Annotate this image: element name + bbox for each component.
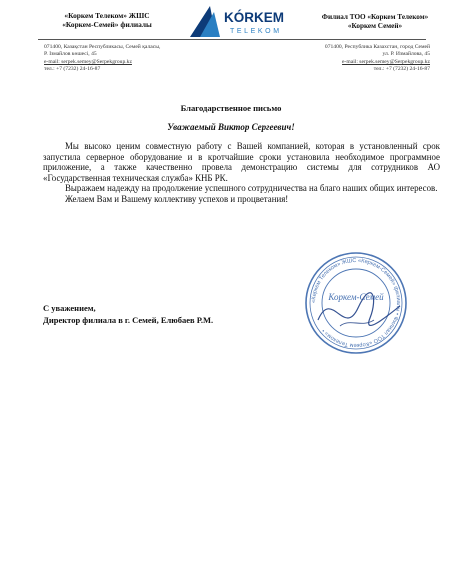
letter-title: Благодарственное письмо	[180, 103, 282, 113]
closing-regards: С уважением,	[43, 303, 96, 313]
header-left-line2: «Коркем-Семей» филиалы	[62, 20, 152, 29]
address-left-line1: 071400, Казақстан Республикасы, Семей қаласы,	[44, 44, 161, 50]
letter-paragraph-2: Выражаем надежду на продолжение успешного сотрудничества на благо наших общих интересов.	[65, 183, 438, 194]
header-left-line1: «Коркем Телеком» ЖШС	[64, 11, 150, 20]
address-left-email: e-mail: serpek.semey@Serpekgroup.kz	[44, 58, 132, 65]
address-left-line2: Р. Ізмайлов көшесі, 45	[44, 51, 97, 58]
address-right-email: e-mail: serpek.semey@Serpekgroup.kz	[342, 58, 430, 65]
stamp-ring-textpath: «Көркем Телеком» ЖШС «Көркем-Семей» филиалы • Филиал ТОО «Коркем Телеком» •	[310, 257, 402, 349]
stamp-center-text: Коркем-Семей	[328, 292, 384, 302]
logo-graphic	[186, 4, 298, 40]
address-right	[300, 44, 430, 74]
letter-paragraph-1: Мы высоко ценим совместную работу с Вашей компанией, которая в установленный срок запустила серверное оборудование и в кротчайшие сроки установила необходимое программное приложение, а также качественно провела демонстрацию системы для сотрудников АО «Государственная техническая служба» КНБ РК.	[43, 141, 440, 183]
letter-body	[43, 141, 440, 205]
letter-salutation: Уважаемый Виктор Сергеевич!	[167, 122, 295, 132]
header-left	[22, 11, 192, 29]
logo-brand-top: KÓRKEM	[224, 10, 284, 25]
letter-closing	[43, 302, 343, 326]
header-divider	[38, 39, 426, 40]
address-right-phone: тел.: +7 (7232) 24-16-87	[373, 66, 430, 73]
header-right-line1: Филиал ТОО «Коркем Телеком»	[321, 13, 429, 21]
address-right-line1: 071400, Республика Казахстан, город Семей	[324, 44, 430, 50]
address-right-line2: ул. Р. Измайлова, 45	[382, 51, 430, 58]
header-right	[300, 13, 450, 31]
korkem-telekom-logo	[186, 4, 298, 40]
closing-signatory: Директор филиала в г. Семей, Елюбаев Р.М.	[43, 315, 214, 325]
address-left	[44, 44, 194, 74]
logo-brand-bottom: TELEKOM	[230, 28, 282, 35]
address-left-phone: тел.: +7 (7232) 24-16-87	[44, 66, 101, 73]
header-right-line2: «Коркем Семей»	[347, 22, 403, 30]
letter-paragraph-3: Желаем Вам и Вашему коллективу успехов и процветания!	[65, 193, 289, 204]
